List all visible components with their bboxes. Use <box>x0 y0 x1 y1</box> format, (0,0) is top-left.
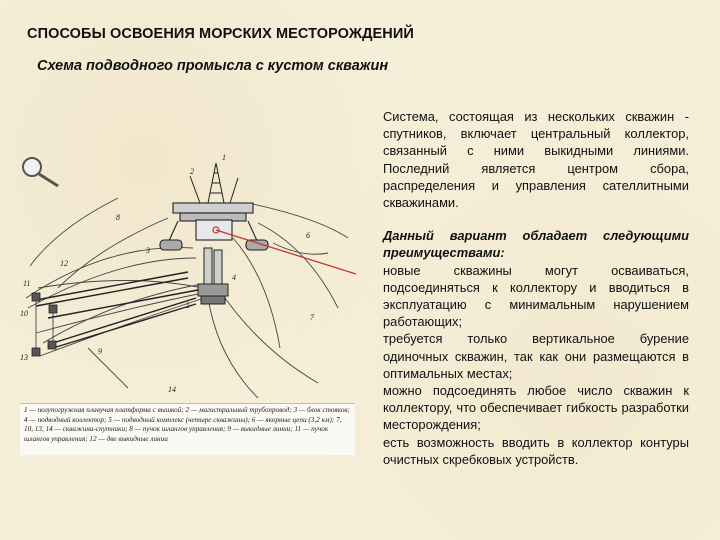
advantages-heading: Данный вариант обладает следующими преимуществами: <box>383 228 689 261</box>
figure-label: 12 <box>60 259 68 268</box>
slide-subtitle: Схема подводного промысла с кустом скважин <box>37 58 389 74</box>
figure-caption: 1 — полупогружная плавучая платформа с вышкой; 2 — магистральный трубопровод; 3 — блок стояков; 4 — подводный коллектор; 5 — подводный комплекс (четыре скважины); 6 — якорные цепи (3,2 км); 7, 10, 13, 14 — скважина-спутники; 8 — пучок шлангов управления; 9 — выкидные линии; 11 — пучок шлангов управления; 12 — две выкидные линии <box>20 403 355 455</box>
advantage-item: требуется только вертикальное бурение одиночных скважин, так как они размещаются в оптимальных местах; <box>383 331 689 381</box>
figure-label: 1 <box>222 153 226 162</box>
figure-label: 7 <box>310 313 314 322</box>
figure-label: 9 <box>98 347 102 356</box>
slide-title: СПОСОБЫ ОСВОЕНИЯ МОРСКИХ МЕСТОРОЖДЕНИЙ <box>27 26 414 42</box>
figure-label: 8 <box>116 213 120 222</box>
intro-paragraph: Система, состоящая из нескольких скважин - спутников, включает центральный коллектор, связанный с ними выкидными линиями. Последний является центром сбора, распределения и управления сателлитными скважинами. <box>383 109 689 211</box>
advantage-item: новые скважины могут осваиваться, подсоединяться к коллектору и вводиться в эксплуатацию с минимальным нарушением работающих; <box>383 262 689 330</box>
advantage-item: есть возможность вводить в коллектор контуры очистных скребковых устройств. <box>383 434 689 467</box>
magnifier-icon <box>23 158 58 186</box>
figure-label: 10 <box>20 309 28 318</box>
figure-label: 5 <box>186 301 190 310</box>
figure-label: 11 <box>23 279 31 288</box>
advantage-item: можно подсоединять любое число скважин к коллектору, что обеспечивает гибкость разработки месторождения; <box>383 383 689 433</box>
description-text <box>383 108 689 468</box>
subsea-cluster-diagram <box>18 148 358 404</box>
figure-label: 4 <box>232 273 236 282</box>
figure-label: 6 <box>306 231 310 240</box>
figure-label: 13 <box>20 353 28 362</box>
figure-label: 2 <box>190 167 194 176</box>
figure-label: 14 <box>168 385 176 394</box>
figure-label: 3 <box>146 246 150 255</box>
